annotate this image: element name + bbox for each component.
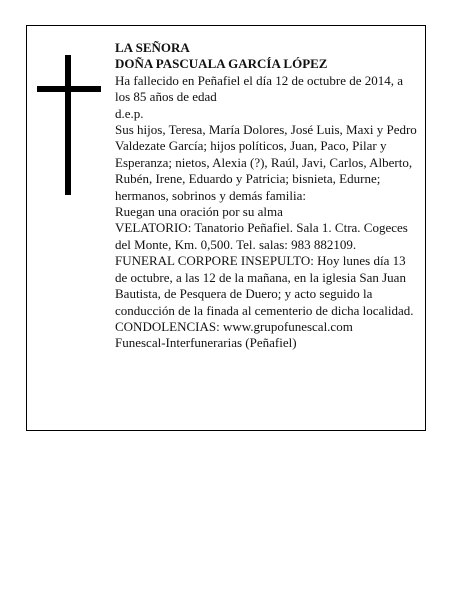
cross-horizontal-bar: [37, 86, 101, 92]
condolences-info: CONDOLENCIAS: www.grupofunescal.com: [115, 318, 353, 334]
cross-icon: [37, 55, 101, 195]
notice-text: [115, 40, 421, 352]
obituary-notice: [26, 25, 426, 431]
cross-vertical-bar: [65, 55, 71, 195]
deceased-name: DOÑA PASCUALA GARCÍA LÓPEZ: [115, 56, 328, 72]
prayer-request: Ruegan una oración por su alma: [115, 204, 283, 220]
death-info: Ha fallecido en Peñafiel el día 12 de octubre de 2014, a los 85 años de edad: [115, 72, 404, 105]
family-list: Sus hijos, Teresa, María Dolores, José Luis, Maxi y Pedro Valdezate García; hijos políticos, Juan, Paco, Pilar y Esperanza; nietos, Alexia (?), Raúl, Javi, Carlos, Alberto, Rubén, Irene, Eduardo y Patricia; bisnieta, Edurne; hermanos, sobrinos y demás familia:: [115, 122, 417, 203]
dep-abbreviation: d.e.p.: [115, 105, 144, 121]
notice-title: LA SEÑORA: [115, 40, 190, 55]
funeral-company: Funescal-Interfunerarias (Peñafiel): [115, 335, 297, 351]
funeral-info: FUNERAL CORPORE INSEPULTO: Hoy lunes día 13 de octubre, a las 12 de la mañana, en la iglesia San Juan Bautista, de Pesquera de Duero; y acto seguido la conducción de la finada al cementerio de dicha localidad.: [115, 253, 414, 318]
velatorio-info: VELATORIO: Tanatorio Peñafiel. Sala 1. Ctra. Cogeces del Monte, Km. 0,500. Tel. salas: 983 882109.: [115, 220, 408, 252]
